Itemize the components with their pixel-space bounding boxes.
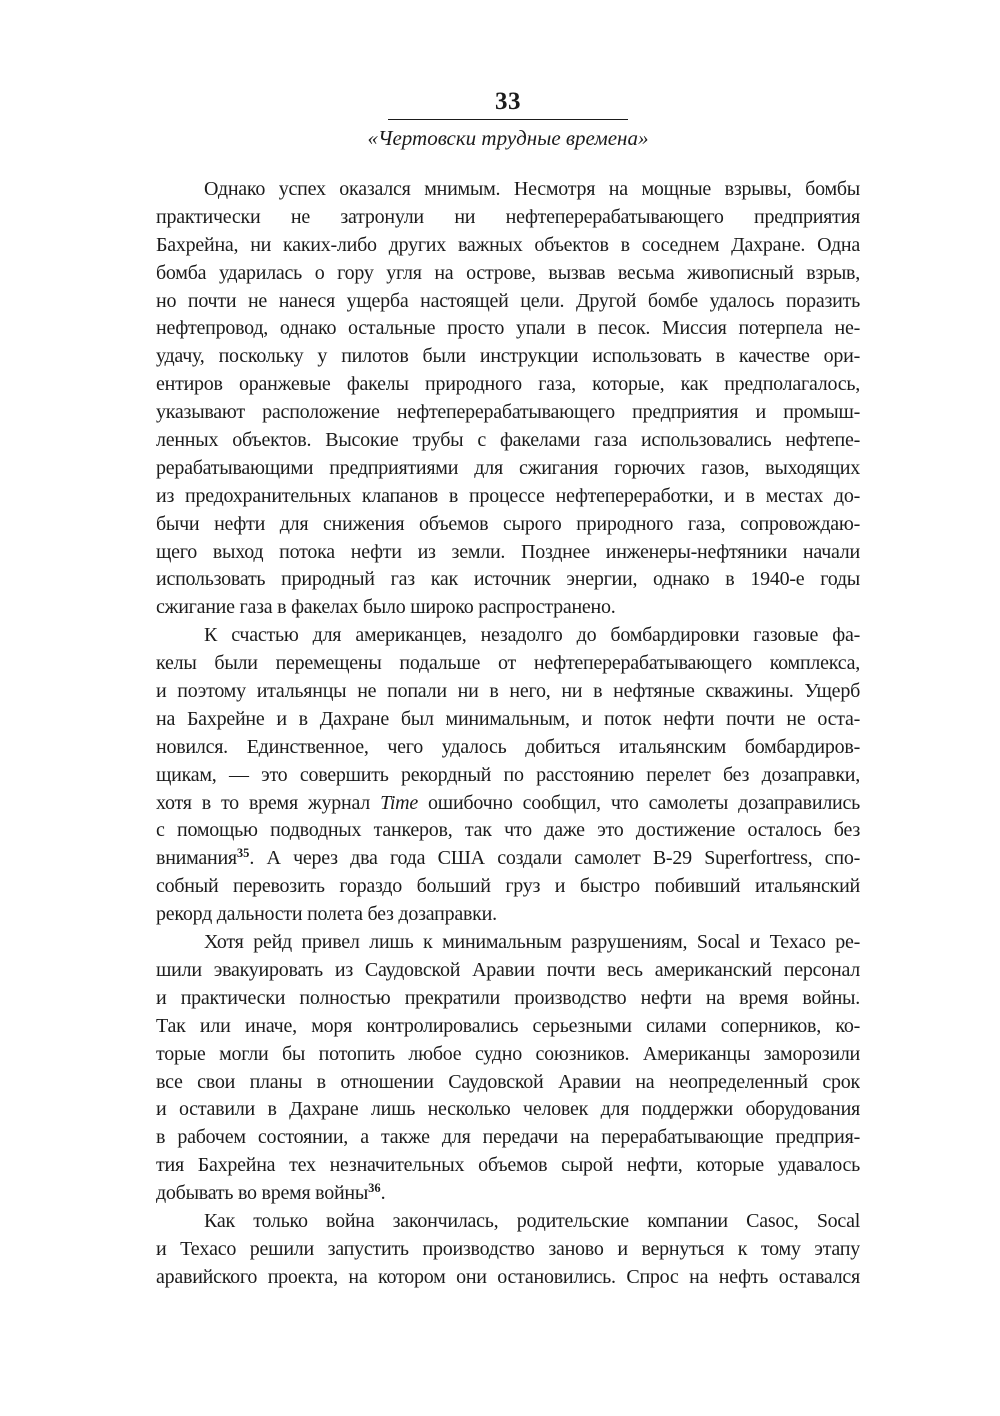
footnote-ref: 35 — [236, 846, 250, 861]
text-line: рерабатывающими предприятиями для сжигания горючих газов, выходящих — [156, 456, 860, 479]
page-number: 33 — [495, 88, 521, 115]
text-line: но почти не нанеся ущерба настоящей цели. Другой бомбе удалось поразить — [156, 289, 860, 312]
paragraph — [156, 622, 860, 929]
text-line: нефтепровод, однако остальные просто упали в песок. Миссия потерпела не- — [156, 317, 860, 340]
text-line — [156, 1180, 860, 1208]
text-line: Как только война закончилась, родительские компании Casoc, Socal — [204, 1209, 860, 1232]
text-line: щего выход потока нефти из земли. Позднее инженеры-нефтяники начали — [156, 540, 860, 563]
text-line: использовать природный газ как источник энергии, однако в 1940-е годы — [156, 568, 860, 591]
text-segment: внимания — [156, 847, 237, 870]
text-segment: хотя в то время журнал — [156, 791, 381, 814]
text-line: собный перевозить гораздо больший груз и быстро побивший итальянский — [156, 875, 860, 898]
text-segment: . А через два года США создали самолет B-29 Superfortress, спо- — [249, 847, 860, 870]
text-line: все свои планы в отношении Саудовской Аравии на неопределенный срок — [156, 1070, 860, 1093]
text-line: и практически полностью прекратили производство нефти на время войны. — [156, 986, 860, 1009]
text-line: тия Бахрейна тех незначительных объемов сырой нефти, которые удавалось — [156, 1154, 860, 1177]
text-line: Бахрейна, ни каких-либо других важных объектов в соседнем Дахране. Одна — [156, 233, 860, 256]
text-line: с помощью подводных танкеров, так что даже это достижение осталось без — [156, 819, 860, 842]
text-line: К счастью для американцев, незадолго до бомбардировки газовые фа- — [204, 624, 860, 647]
text-line: сжигание газа в факелах было широко распространено. — [156, 596, 616, 619]
text-line: Так или иначе, моря контролировались серьезными силами соперников, ко- — [156, 1014, 860, 1037]
header-rule — [388, 119, 628, 120]
text-line: и оставили в Дахране лишь несколько человек для поддержки оборудования — [156, 1098, 860, 1121]
text-line: в рабочем состоянии, а также для передачи на перерабатывающие предприя- — [156, 1126, 860, 1149]
text-line: новился. Единственное, чего удалось добиться итальянским бомбардиров- — [156, 735, 860, 758]
text-line: бомба ударилась о гору угля на острове, вызвав весьма живописный взрыв, — [156, 261, 860, 284]
text-line: удачу, поскольку у пилотов были инструкции использовать в качестве ори- — [156, 345, 860, 368]
text-line: рекорд дальности полета без дозаправки. — [156, 903, 497, 926]
text-line: бычи нефти для снижения объемов сырого природного газа, сопровождаю- — [156, 512, 860, 535]
text-line: шили эвакуировать из Саудовской Аравии почти весь американский персонал — [156, 958, 860, 981]
text-line: торые могли бы потопить любое судно союзников. Американцы заморозили — [156, 1042, 860, 1065]
footnote-ref: 36 — [368, 1181, 381, 1196]
italic-text: Time — [380, 791, 418, 814]
text-segment: добывать во время войны — [156, 1182, 369, 1205]
text-line: Однако успех оказался мнимым. Несмотря на мощные взрывы, бомбы — [204, 178, 860, 200]
text-line: ленных объектов. Высокие трубы с факелами газа использовались нефтепе- — [156, 429, 860, 452]
text-line — [156, 845, 860, 873]
text-line: на Бахрейне и в Дахране был минимальным, и поток нефти почти не оста- — [156, 707, 860, 730]
text-line: указывают расположение нефтеперерабатывающего предприятия и промыш- — [156, 401, 860, 424]
paragraph — [156, 929, 860, 1208]
text-line: практически не затронули ни нефтеперерабатывающего предприятия — [156, 205, 860, 228]
text-line: и поэтому итальянцы не попали ни в него, ни в нефтяные скважины. Ущерб — [156, 680, 860, 703]
paragraph — [156, 176, 860, 622]
text-line: Хотя рейд привел лишь к минимальным разрушениям, Socal и Texaco ре- — [204, 931, 860, 954]
text-segment: . — [380, 1182, 386, 1205]
running-title: «Чертовски трудные времена» — [367, 126, 649, 150]
text-segment: ошибочно сообщил, что самолеты дозаправились — [418, 791, 860, 814]
text-line: ентиров оранжевые факелы природного газа, которые, как предполагалось, — [156, 373, 860, 396]
paragraph — [156, 1208, 860, 1292]
text-line: и Texaco решили запустить производство заново и вернуться к тому этапу — [156, 1237, 860, 1260]
text-block — [156, 176, 860, 1292]
text-line: из предохранительных клапанов в процессе нефтепереработки, и в местах до- — [156, 484, 860, 507]
text-line — [156, 790, 860, 818]
text-line: аравийского проекта, на котором они остановились. Спрос на нефть оставался — [156, 1265, 860, 1288]
text-line: щикам, — это совершить рекордный по расстоянию перелет без дозаправки, — [156, 763, 860, 786]
text-line: келы были перемещены подальше от нефтеперерабатывающего комплекса, — [156, 652, 860, 675]
